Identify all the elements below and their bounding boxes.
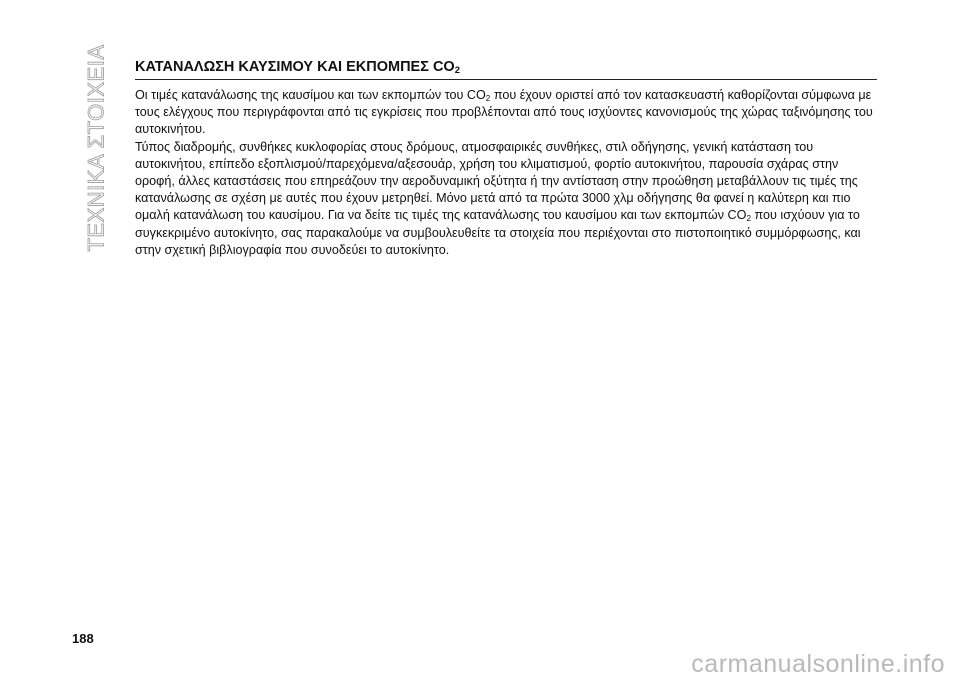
paragraph1-text-end: που έχουν οριστεί από τον κατασκευαστή καθορίζονται σύμφωνα με τους ελέγχους που περιγράφονται από τις εγκρίσεις που προβλέπονται από τους ισχύοντες κανονισμούς της χώρας ταξινόμησης του αυτοκινήτου. xyxy=(135,88,873,137)
page-number: 188 xyxy=(72,631,94,646)
section-title xyxy=(135,58,877,80)
section-title-subscript: 2 xyxy=(454,64,460,75)
side-section-tab xyxy=(82,40,112,255)
paragraph2-text-end: που ισχύουν για το συγκεκριμένο αυτοκίνητο, σας παρακαλούμε να συμβουλευθείτε τα στοιχεία που περιέχονται στο πιστοποιητικό συμμόρφωσης, και στην σχετική βιβλιογραφία που συνοδεύει το αυτοκίνητο. xyxy=(135,208,861,257)
side-section-label: ΤΕΧΝΙΚΑ ΣΤΟΙΧΕΙΑ xyxy=(84,43,109,252)
paragraph1-text-start: Οι τιμές κατανάλωσης της καυσίμου και των εκπομπών του CO xyxy=(135,88,486,102)
paragraph-influencing-factors xyxy=(135,139,877,259)
section-title-text: ΚΑΤΑΝΑΛΩΣΗ ΚΑΥΣΙΜΟΥ ΚΑΙ ΕΚΠΟΜΠΕΣ CO xyxy=(135,59,455,75)
page-content xyxy=(135,58,877,259)
paragraph2-co2-subscript: 2 xyxy=(746,214,752,224)
paragraph1-co2-subscript: 2 xyxy=(485,94,491,103)
paragraph-test-procedure xyxy=(135,87,877,139)
paragraph2-text-start: Τύπος διαδρομής, συνθήκες κυκλοφορίας στους δρόμους, ατμοσφαιρικές συνθήκες, στιλ οδήγησης, γενική κατάσταση του αυτοκινήτου, επίπεδο εξοπλισμού/παρεχόμενα/αξεσουάρ, χρήση του κλιματισμού, φορτίο αυτοκινήτου, παρουσία σχάρας στην οροφή, άλλες καταστάσεις που επηρεάζουν την αεροδυναμική οξύτητα ή την αντίσταση στην προώθηση μεταβάλλουν τις τιμές της κατανάλωσης σε σχέση με αυτές που έχουν μετρηθεί. Μόνο μετά από τα πρώτα 3000 χλμ οδήγησης θα φανεί η καλύτερη και πιο ομαλή κατανάλωση του καυσίμου. Για να δείτε τις τιμές της κατανάλωσης του καυσίμου και των εκπομπών CO xyxy=(135,139,858,223)
watermark: carmanualsonline.info xyxy=(691,650,945,678)
